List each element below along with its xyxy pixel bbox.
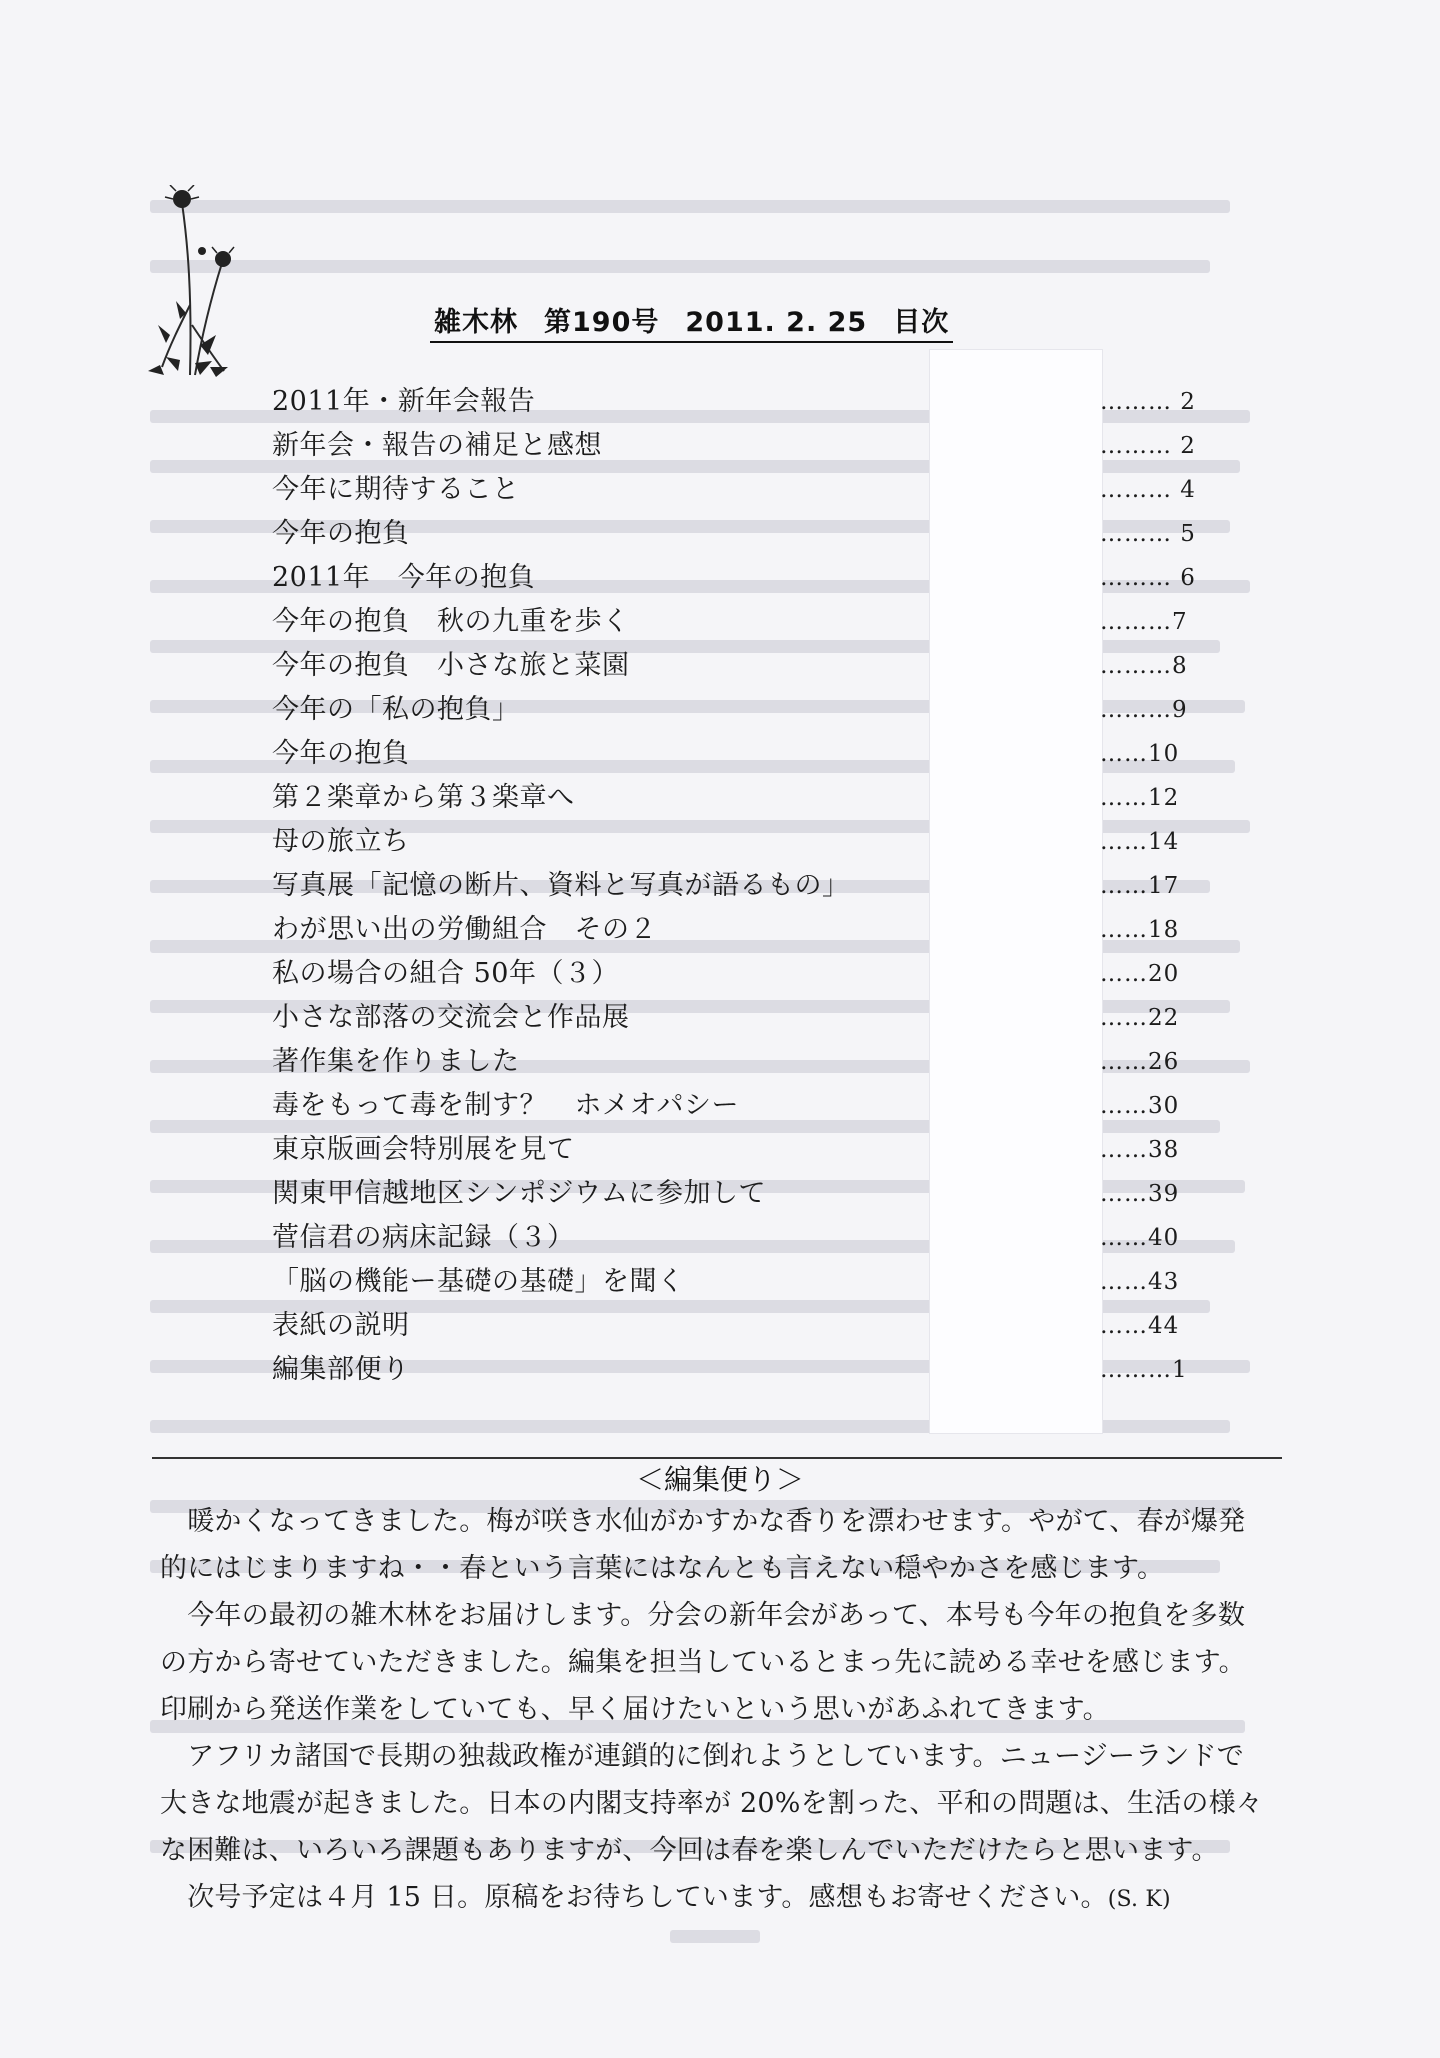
toc-page: ……40 [1100,1225,1180,1251]
toc-page: ……… 4 [1100,477,1196,503]
toc-title: 編集部便り [272,1354,410,1385]
toc-entry [272,644,1202,688]
toc-page: ……12 [1100,785,1180,811]
toc-page: ……14 [1100,829,1180,855]
toc-entry [272,864,1202,908]
toc-entry [272,600,1202,644]
toc-page: ………7 [1100,609,1188,635]
toc-title: 今年に期待すること [272,474,520,505]
editorial-line: アフリカ諸国で長期の独裁政権が連鎖的に倒れようとしています。ニュージーランドで [160,1741,1244,1772]
toc-page: ……20 [1100,961,1180,987]
toc-page: ……22 [1100,1005,1180,1031]
toc-entry [272,1216,1202,1260]
toc-entry [272,1040,1202,1084]
flower-illustration [140,185,290,380]
toc-label: 目次 [893,307,950,338]
toc-title: 第２楽章から第３楽章へ [272,782,575,813]
toc-title: 写真展「記憶の断片、資料と写真が語るもの」 [272,870,850,901]
toc-entry [272,424,1202,468]
toc-page: ……… 5 [1100,521,1196,547]
issue-number: 第190号 [544,307,660,338]
toc-title: 今年の抱負 [272,518,410,549]
toc-page: ………1 [1100,1357,1188,1383]
editorial-line: 暖かくなってきました。梅が咲き水仙がかすかな香りを漂わせます。やがて、春が爆発 [160,1506,1246,1537]
editorial-line: 印刷から発送作業をしていても、早く届けたいという思いがあふれてきます。 [160,1694,1110,1725]
toc-title: 小さな部落の交流会と作品展 [272,1002,630,1033]
magazine-title: 雑木林 [434,307,518,338]
toc-entry [272,952,1202,996]
section-divider [152,1457,1282,1459]
toc-entry [272,1172,1202,1216]
toc-entry [272,820,1202,864]
toc-title: わが思い出の労働組合 その２ [272,914,657,945]
toc-entry [272,512,1202,556]
toc-title: 私の場合の組合 50年（３） [272,958,619,989]
toc-page: ……39 [1100,1181,1180,1207]
toc-entry [272,1084,1202,1128]
toc-entry [272,1348,1202,1392]
toc-page: ………9 [1100,697,1188,723]
editorial-line: の方から寄せていただきました。編集を担当しているとまっ先に読める幸せを感じます。 [160,1647,1246,1678]
toc-title: 2011年 今年の抱負 [272,562,536,593]
toc-title: 2011年・新年会報告 [272,386,536,417]
toc-title: 関東甲信越地区シンポジウムに参加して [272,1178,767,1209]
editorial-body [160,1498,1280,1923]
toc-title: 今年の「私の抱負」 [272,694,520,725]
toc-page: ……44 [1100,1313,1180,1339]
toc-title: 新年会・報告の補足と感想 [272,430,602,461]
toc-entry [272,380,1202,424]
toc-entry [272,1128,1202,1172]
toc-title: 東京版画会特別展を見て [272,1134,575,1165]
editorial-line: 的にはじまりますね・・春という言葉にはなんとも言えない穏やかさを感じます。 [160,1553,1165,1584]
toc-page: ……38 [1100,1137,1180,1163]
toc-title: 今年の抱負 小さな旅と菜園 [272,650,630,681]
toc-entry [272,732,1202,776]
toc-entry [272,556,1202,600]
toc-title: 毒をもって毒を制す？ ホメオパシー [272,1090,739,1121]
editorial-heading: ＜編集便り＞ [635,1463,804,1496]
editorial-line: な困難は、いろいろ課題もありますが、今回は春を楽しんでいただけたらと思います。 [160,1835,1219,1866]
toc-entry [272,908,1202,952]
toc-entry [272,776,1202,820]
issue-date: 2011. 2. 25 [685,307,868,338]
toc-page: ……… 2 [1100,389,1196,415]
toc-title: 菅信君の病床記録（３） [272,1222,575,1253]
toc-header [430,300,953,343]
editor-signature: (S. K) [1107,1887,1171,1912]
toc-title: 「脳の機能ー基礎の基礎」を聞く [272,1266,685,1297]
toc-title: 今年の抱負 秋の九重を歩く [272,606,630,637]
toc-page: ……10 [1100,741,1180,767]
toc-title: 著作集を作りました [272,1046,520,1077]
toc-entry [272,1304,1202,1348]
toc-page: ……18 [1100,917,1180,943]
toc-page: ……26 [1100,1049,1180,1075]
toc-page: ………8 [1100,653,1188,679]
toc-page: ……30 [1100,1093,1180,1119]
toc-entry [272,468,1202,512]
toc-entry [272,688,1202,732]
table-of-contents [272,380,1202,1392]
editorial-last-line [160,1874,1280,1923]
toc-page: ……17 [1100,873,1180,899]
toc-page: ……… 6 [1100,565,1196,591]
toc-entry [272,996,1202,1040]
toc-page: ……… 2 [1100,433,1196,459]
toc-title: 今年の抱負 [272,738,410,769]
editorial-line: 大きな地震が起きました。日本の内閣支持率が 20%を割った、平和の問題は、生活の様々 [160,1788,1263,1819]
toc-title: 母の旅立ち [272,826,410,857]
toc-title: 表紙の説明 [272,1310,410,1341]
editorial-line: 次号予定は４月 15 日。原稿をお待ちしています。感想もお寄せください。 [160,1882,1108,1913]
editorial-line: 今年の最初の雑木林をお届けします。分会の新年会があって、本号も今年の抱負を多数 [160,1600,1246,1631]
toc-page: ……43 [1100,1269,1180,1295]
toc-entry [272,1260,1202,1304]
